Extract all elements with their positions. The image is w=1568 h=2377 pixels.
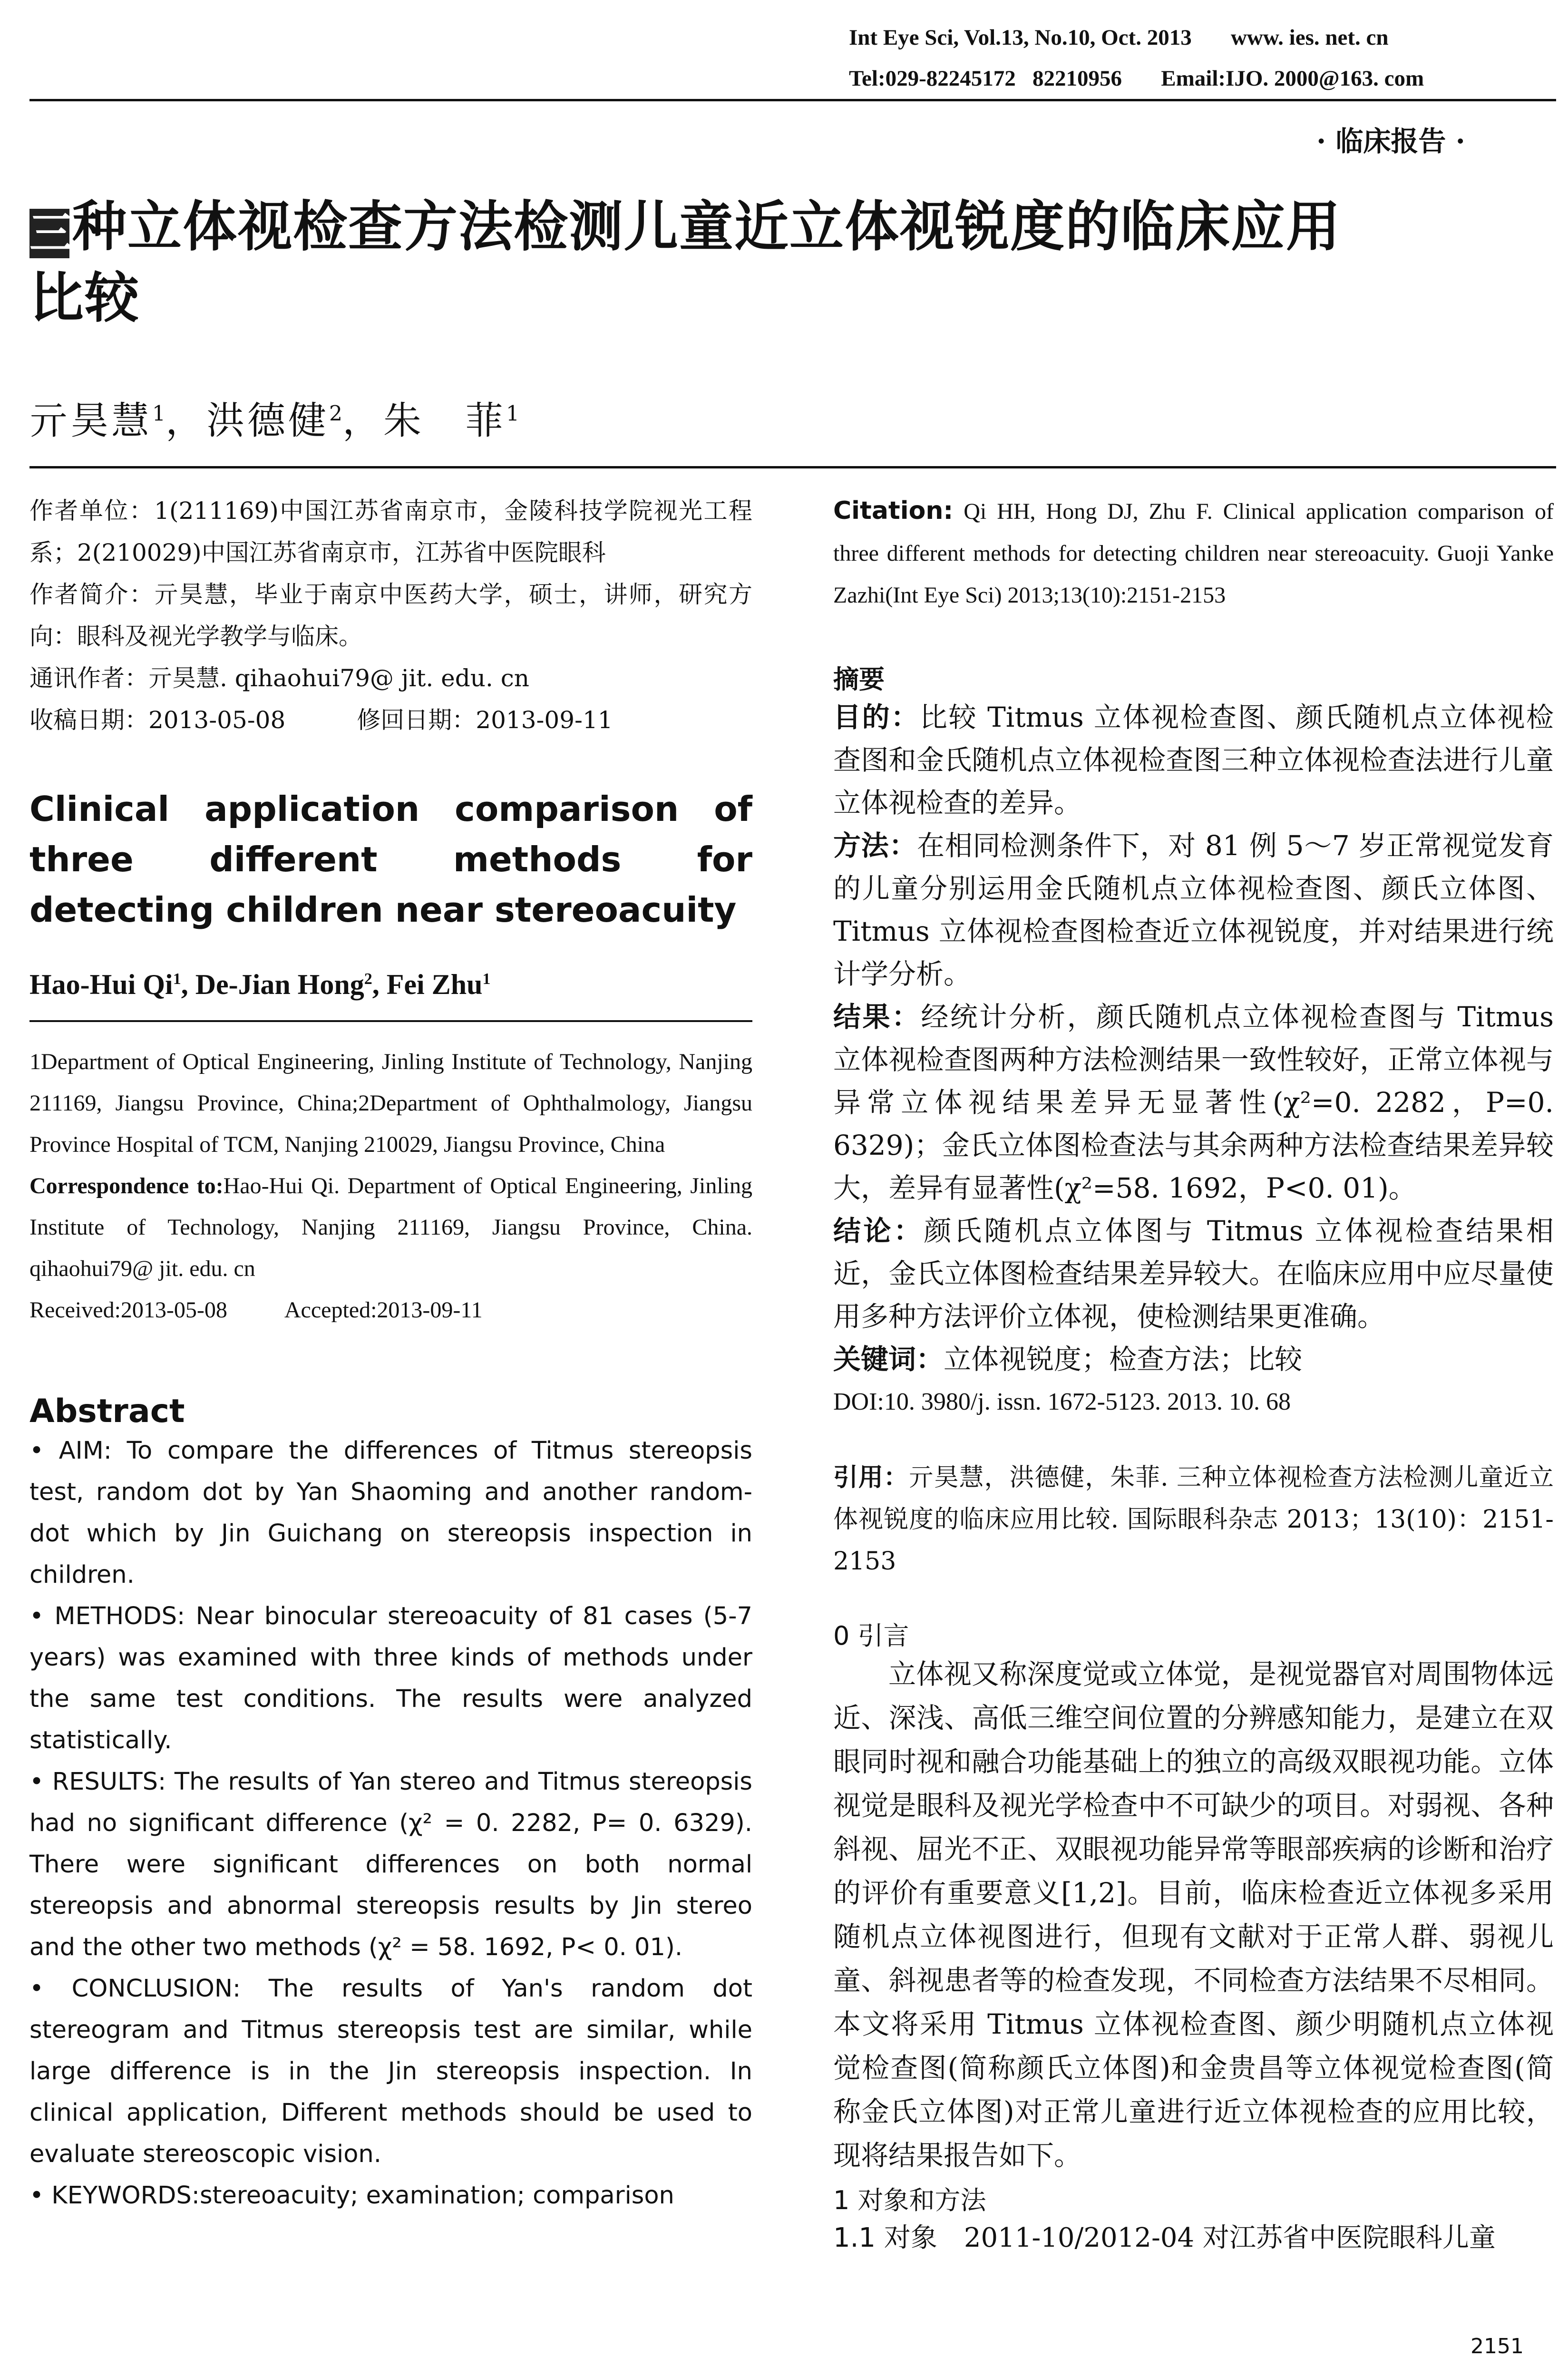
affiliation-rule (29, 1020, 752, 1022)
results-text: 经统计分析，颜氏随机点立体视检查图与 Titmus 立体视检查图两种方法检测结果一致性较好，正常立体视与异常立体视结果差异无显著性(χ²=0. 2282，P=0. 6329)；金氏立体图检查法与其余两种方法检查结果差异较大，差异有显著性(χ²=58. 1692，P<0. 01)。 (833, 1001, 1554, 1204)
author-en-1-sup: 1 (173, 970, 181, 988)
conclusion-text: 颜氏随机点立体图与 Titmus 立体视检查结果相近，金氏立体图检查结果差异较大。在临床应用中应尽量使用多种方法评价立体视，使检测结果更准确。 (833, 1215, 1554, 1333)
methods-text: 在相同检测条件下，对 81 例 5～7 岁正常视觉发育的儿童分别运用金氏随机点立体视检查图、颜氏立体图、Titmus 立体视检查图检查近立体视锐度，并对结果进行统计学分析。 (833, 829, 1554, 990)
author-en-3: Fei Zhu (386, 969, 483, 1000)
keywords-text: 立体视锐度；检查方法；比较 (944, 1343, 1303, 1375)
title-first-char: 三 (29, 208, 75, 259)
author-2-sup: 2 (329, 401, 342, 426)
header-rule (29, 99, 1556, 101)
authors-en (29, 968, 752, 1001)
left-column (29, 490, 752, 2216)
article-title (29, 191, 1558, 334)
author-1: 亓昊慧 (29, 399, 152, 443)
subjects-label: 1.1 对象 (833, 2222, 937, 2253)
methods-heading: 1 对象和方法 (833, 2185, 986, 2215)
title-line-2: 比较 (29, 266, 140, 330)
author-3: 朱 菲 (383, 399, 506, 443)
abstract-keywords: • KEYWORDS:stereoacuity; examination; comparison (29, 2182, 674, 2210)
contact-info-line: Tel:029-82245172 82210956 Email:IJO. 2000@163. com (849, 66, 1424, 91)
abstract-aim: • AIM: To compare the differences of Titmus stereopsis test, random dot by Yan Shaoming and another random-dot which by Jin Guichang on stereopsis inspection in children. (29, 1437, 752, 1589)
author-en-2: De-Jian Hong (195, 969, 364, 1000)
abstract-methods: • METHODS: Near binocular stereoacuity of 81 cases (5-7 years) was examined with three kinds of methods under the same test conditions. The results were analyzed statistically. (29, 1602, 752, 1754)
abstract-cn-aim (833, 696, 1554, 824)
abstract-cn-keywords (833, 1338, 1554, 1381)
author-en-1: Hao-Hui Qi (29, 969, 173, 1000)
author-sep: ， (342, 399, 383, 443)
english-title: Clinical application comparison of three different methods for detecting children near stereoacuity (29, 789, 752, 930)
citation-cn (833, 1457, 1554, 1582)
conclusion-label: 结论： (833, 1215, 924, 1247)
revised-date-cn: 修回日期：2013-09-11 (357, 706, 613, 734)
abstract-cn-conclusion (833, 1209, 1554, 1338)
abstract-heading: Abstract (29, 1393, 185, 1430)
abstract-conclusion: • CONCLUSION: The results of Yan's random dot stereogram and Titmus stereopsis test are similar, while large difference is in the Jin stereopsis inspection. In clinical application, Different methods should be used to evaluate stereoscopic vision. (29, 1975, 752, 2168)
received-date-cn: 收稿日期：2013-05-08 (29, 706, 286, 734)
right-column (833, 490, 1554, 2260)
abstract-cn-results (833, 995, 1554, 1209)
author-en-2-sup: 2 (364, 970, 372, 988)
abstract-results: • RESULTS: The results of Yan stereo and Titmus stereopsis had no significant difference (χ² = 0. 2282, P= 0. 6329). There were significant differences on both normal stereopsis and abnormal stereopsis results by Jin stereo and the other two methods (χ² = 58. 1692, P< 0. 01). (29, 1768, 752, 1961)
author-affiliation-cn: 作者单位：1(211169)中国江苏省南京市，金陵科技学院视光工程系；2(210029)中国江苏省南京市，江苏省中医院眼科 (29, 497, 752, 566)
author-en-sep: , (372, 969, 387, 1000)
corresponding-author-cn: 通讯作者：亓昊慧. qihaohui79@ jit. edu. cn (29, 664, 529, 692)
author-2: 洪德健 (206, 399, 329, 443)
received-date-en: Received:2013-05-08 (29, 1297, 227, 1323)
citation-text: Qi HH, Hong DJ, Zhu F. Clinical application comparison of three different methods for detecting children near stereoacuity. Guoji Yanke Zazhi(Int Eye Sci) 2013;13(10):2151-2153 (833, 499, 1554, 608)
author-1-sup: 1 (152, 401, 166, 426)
correspondence-label: Correspondence to: (29, 1173, 224, 1198)
aim-text: 比较 Titmus 立体视检查图、颜氏随机点立体视检查图和金氏随机点立体视检查图三种立体视检查法进行儿童立体视检查的差异。 (833, 701, 1554, 819)
affiliation-en: 1Department of Optical Engineering, Jinling Institute of Technology, Nanjing 211169, Jiangsu Province, China;2Department of Ophthalmology, Jiangsu Province Hospital of TCM, Nanjing 210029, Jiangsu Province, China (29, 1049, 752, 1157)
author-rule (29, 466, 1556, 468)
journal-info-line: Int Eye Sci, Vol.13, No.10, Oct. 2013 www. ies. net. cn (849, 25, 1389, 50)
aim-label: 目的： (833, 701, 920, 733)
citation-cn-label: 引用： (833, 1463, 909, 1492)
page-number: 2151 (1471, 2334, 1524, 2358)
authors-cn (29, 390, 519, 445)
dates-en (29, 1289, 752, 1331)
abstract-cn-heading: 摘要 (833, 664, 885, 694)
methods-label: 方法： (833, 829, 917, 862)
intro-body: 立体视又称深度觉或立体觉，是视觉器官对周围物体远近、深浅、高低三维空间位置的分辨感知能力，是建立在双眼同时视和融合功能基础上的独立的高级双眼视功能。立体视觉是眼科及视光学检查中不可缺少的项目。对弱视、各种斜视、屈光不正、双眼视功能异常等眼部疾病的诊断和治疗的评价有重要意义[1,2]。目前，临床检查近立体视多采用随机点立体视图进行，但现有文献对于正常人群、弱视儿童、斜视患者等的检查发现，不同检查方法结果不尽相同。本文将采用 Titmus 立体视检查图、颜少明随机点立体视觉检查图(简称颜氏立体图)和金贵昌等立体视觉检查图(简称金氏立体图)对正常儿童进行近立体视检查的应用比较，现将结果报告如下。 (833, 1658, 1554, 2172)
correspondence-en (29, 1165, 752, 1289)
citation-cn-text: 亓昊慧，洪德健，朱菲. 三种立体视检查方法检测儿童近立体视锐度的临床应用比较. 国际眼科杂志 2013；13(10)：2151-2153 (833, 1463, 1554, 1576)
author-3-sup: 1 (506, 401, 519, 426)
author-sep: ， (166, 399, 206, 443)
keywords-label: 关键词： (833, 1343, 944, 1375)
citation-label: Citation: (833, 497, 954, 525)
subjects-para (833, 2217, 1554, 2260)
abstract-cn-methods (833, 824, 1554, 995)
doi: DOI:10. 3980/j. issn. 1672-5123. 2013. 10. 68 (833, 1388, 1291, 1415)
section-tag: · 临床报告 · (1316, 125, 1465, 157)
citation-en (833, 490, 1554, 616)
author-en-sep: , (181, 969, 195, 1000)
intro-heading: 0 引言 (833, 1621, 909, 1651)
author-en-3-sup: 1 (482, 970, 491, 988)
subjects-text: 2011-10/2012-04 对江苏省中医院眼科儿童 (964, 2222, 1496, 2253)
dates-cn (29, 699, 752, 741)
accepted-date-en: Accepted:2013-09-11 (284, 1297, 483, 1323)
title-line-1: 种立体视检查方法检测儿童近立体视锐度的临床应用 (72, 195, 1342, 258)
author-bio-cn: 作者简介：亓昊慧，毕业于南京中医药大学，硕士，讲师，研究方向：眼科及视光学教学与临床。 (29, 581, 752, 650)
results-label: 结果： (833, 1001, 921, 1033)
correspondence-text: Hao-Hui Qi. Department of Optical Engineering, Jinling Institute of Technology, Nanjing 211169, Jiangsu Province, China. qihaohui79@ jit. edu. cn (29, 1173, 752, 1281)
